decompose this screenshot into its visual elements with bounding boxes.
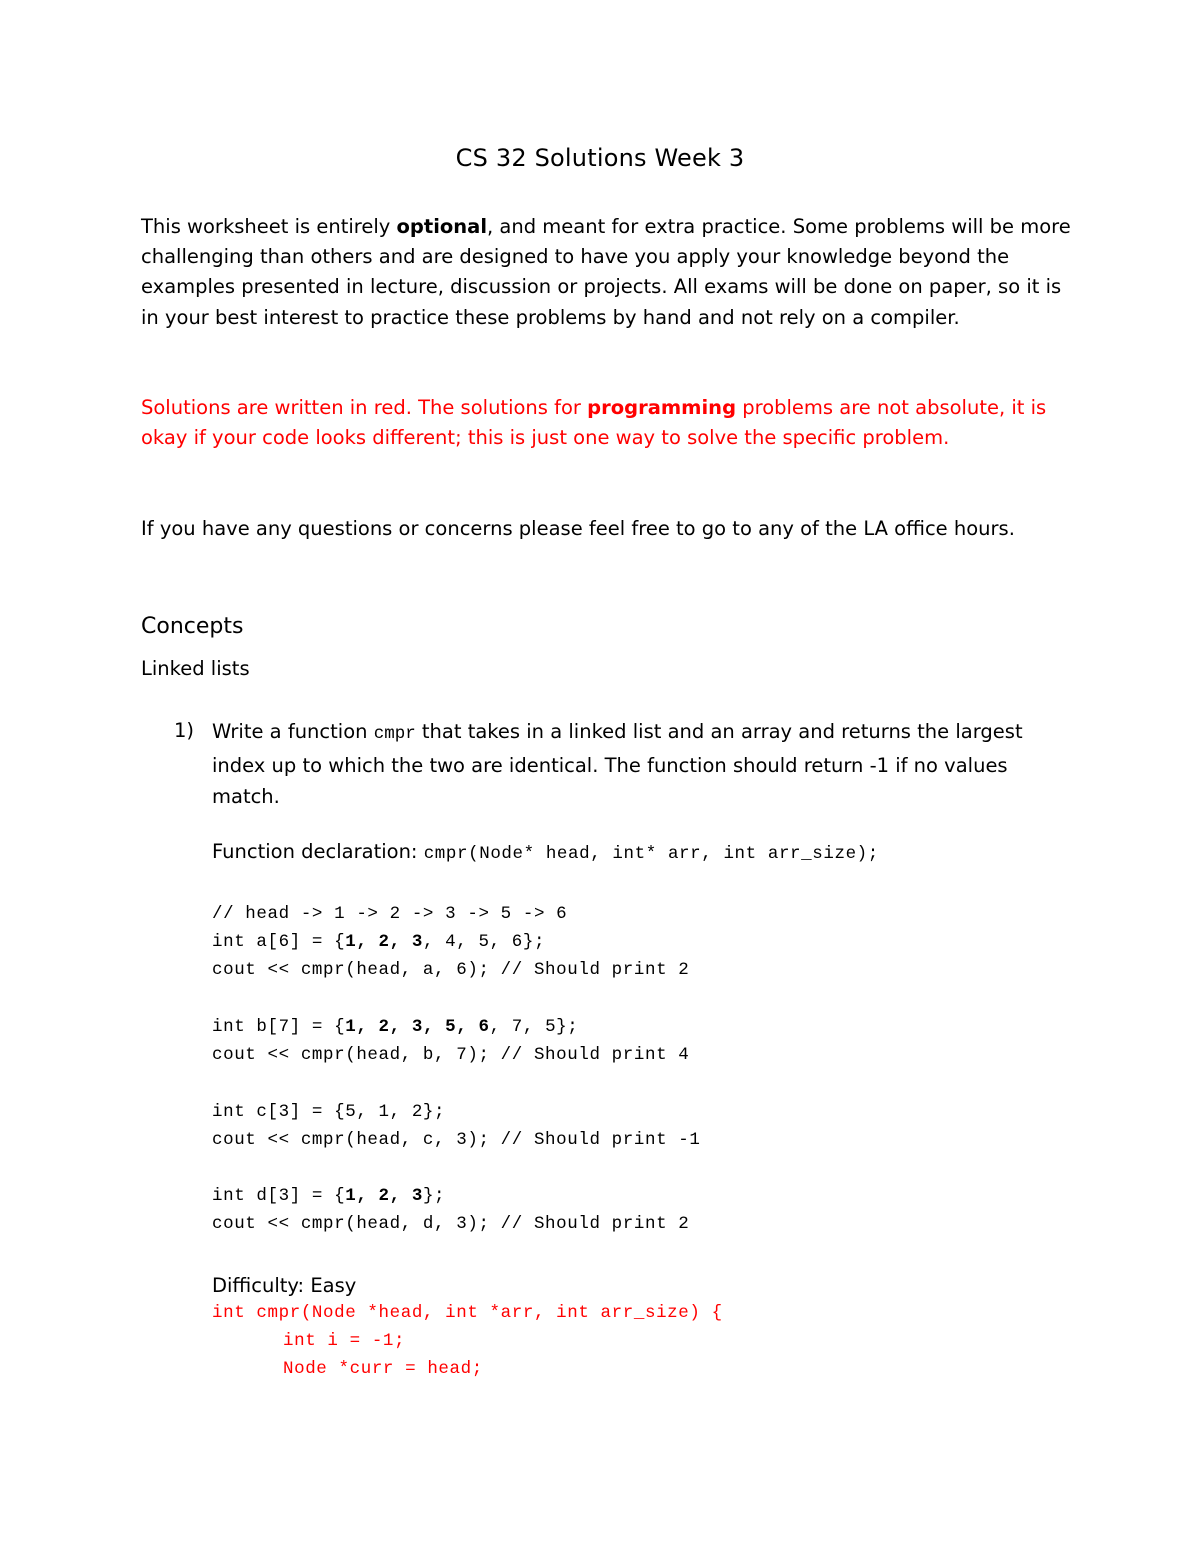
function-declaration	[212, 837, 879, 869]
question-text-start: Write a function	[212, 720, 374, 743]
intro-bold-optional: optional	[396, 215, 488, 238]
example-block-c	[212, 1098, 700, 1154]
example-d-matching-values: 1, 2, 3	[345, 1186, 423, 1206]
example-block-a	[212, 900, 689, 985]
solution-line	[212, 1327, 723, 1355]
example-comment: // head -> 1 -> 2 -> 3 -> 5 -> 6	[212, 904, 568, 924]
solution-code	[212, 1299, 723, 1383]
solution-line: int cmpr(Node *head, int *arr, int arr_size) {	[212, 1303, 723, 1323]
example-d-prefix: int d[3] = {	[212, 1186, 346, 1206]
solutions-note-start: Solutions are written in red. The solutions for	[141, 396, 588, 419]
subsection-heading-linked-lists: Linked lists	[141, 657, 250, 680]
example-d-rest: };	[422, 1186, 446, 1206]
intro-text-start: This worksheet is entirely	[141, 215, 397, 238]
section-heading-concepts: Concepts	[141, 614, 244, 639]
example-b-decl	[212, 1013, 689, 1041]
solutions-note-paragraph	[141, 393, 1071, 453]
example-b-matching-values: 1, 2, 3, 5, 6	[345, 1017, 490, 1037]
example-a-decl	[212, 928, 689, 956]
question-text	[212, 716, 1072, 812]
declaration-label: Function declaration:	[212, 840, 424, 863]
example-c-call: cout << cmpr(head, c, 3); // Should print -1	[212, 1130, 701, 1151]
example-block-b	[212, 1013, 689, 1069]
solutions-note-end: problems are not absolute, it is okay if your code looks different; this is just one way to solve the specific problem.	[141, 396, 1047, 450]
questions-note-paragraph: If you have any questions or concerns please feel free to go to any of the LA office hours.	[141, 517, 1015, 540]
example-a-rest: , 4, 5, 6};	[422, 932, 546, 953]
solution-line-text: Node *curr = head;	[283, 1359, 483, 1379]
example-a-prefix: int a[6] = {	[212, 932, 346, 953]
page-title: CS 32 Solutions Week 3	[455, 144, 745, 172]
example-block-d	[212, 1182, 689, 1238]
solution-line	[212, 1355, 723, 1383]
example-d-call: cout << cmpr(head, d, 3); // Should print 2	[212, 1214, 690, 1235]
question-text-end: that takes in a linked list and an array and returns the largest index up to which the two are identical. The function should return -1 if no values match.	[212, 720, 1023, 808]
example-c-decl: int c[3] = {5, 1, 2};	[212, 1102, 446, 1122]
example-a-matching-values: 1, 2, 3	[345, 932, 423, 953]
example-d-decl	[212, 1182, 689, 1210]
question-code-word: cmpr	[373, 724, 416, 744]
question-number: 1)	[174, 719, 195, 742]
example-b-prefix: int b[7] = {	[212, 1017, 346, 1037]
difficulty-label: Difficulty: Easy	[212, 1274, 357, 1297]
example-b-call: cout << cmpr(head, b, 7); // Should print 4	[212, 1045, 690, 1066]
solution-line-text: int i = -1;	[283, 1331, 406, 1351]
example-b-rest: , 7, 5};	[489, 1017, 579, 1037]
intro-paragraph	[141, 212, 1071, 333]
declaration-code: cmpr(Node* head, int* arr, int arr_size);	[423, 844, 879, 864]
intro-text-end: , and meant for extra practice. Some problems will be more challenging than others and are designed to have you apply your knowledge beyond the examples presented in lecture, discussion or projects. All exams will be done on paper, so it is in your best interest to practice these problems by hand and not rely on a compiler.	[141, 215, 1071, 329]
example-a-call: cout << cmpr(head, a, 6); // Should print 2	[212, 960, 690, 981]
solutions-note-bold: programming	[587, 396, 737, 419]
